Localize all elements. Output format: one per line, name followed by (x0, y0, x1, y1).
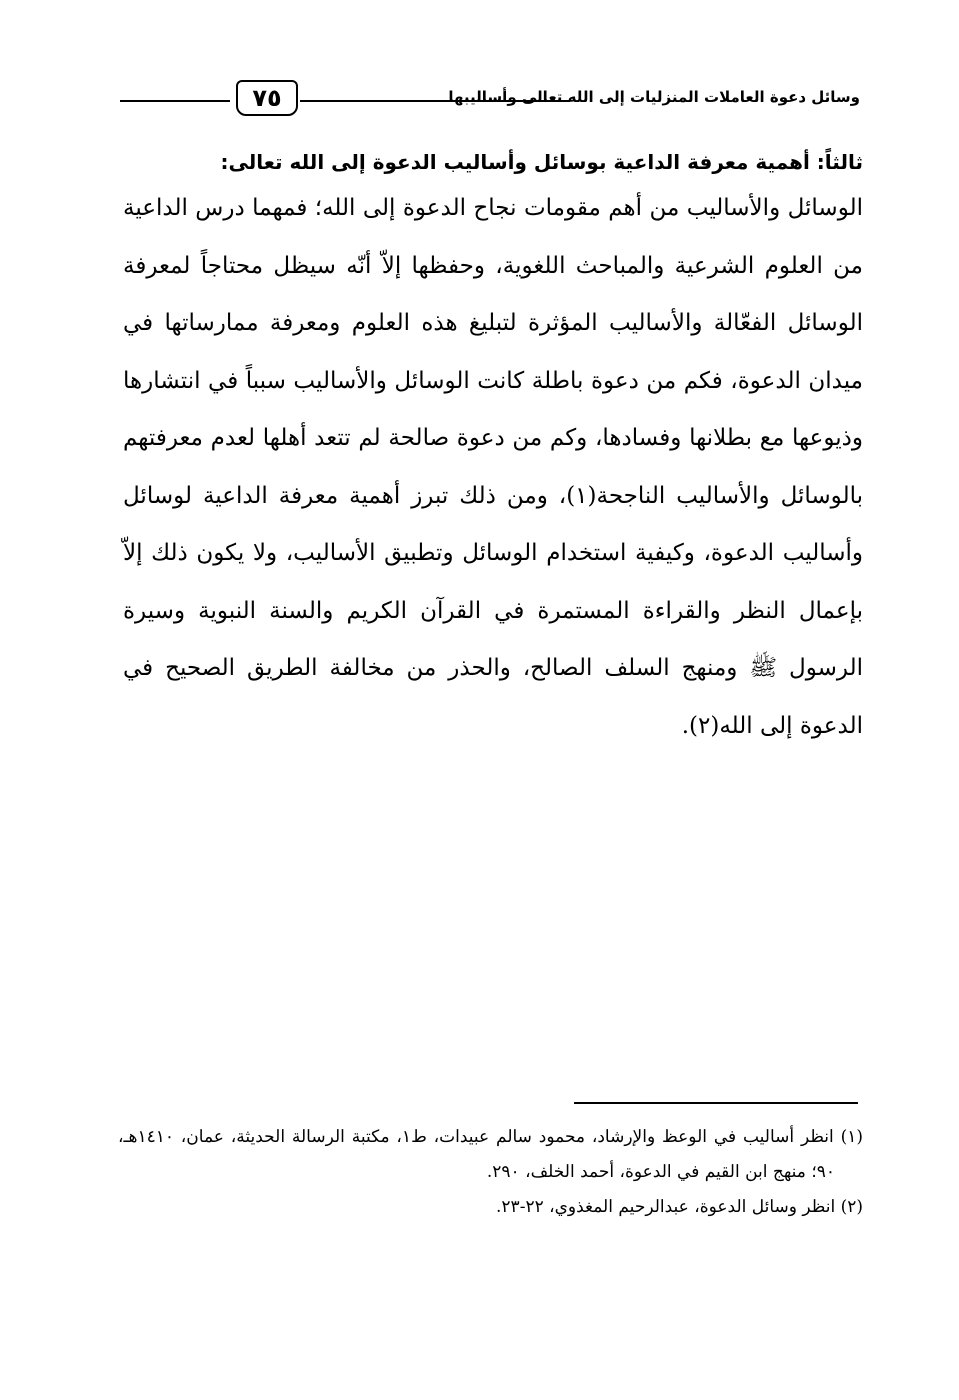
body-paragraph: الوسائل والأساليب من أهم مقومات نجاح الدعوة إلى الله؛ فمهما درس الداعية من العلوم الشرعية والمباحث اللغوية، وحفظها إلاّ أنّه سيظل محتاجاً لمعرفة الوسائل الفعّالة والأساليب المؤثرة لتبليغ هذه العلوم ومعرفة ممارساتها في ميدان الدعوة، فكم من دعوة باطلة كانت الوسائل والأساليب سبباً في انتشارها وذيوعها مع بطلانها وفسادها، وكم من دعوة صالحة لم تتعد أهلها لعدم معرفتهم بالوسائل والأساليب الناجحة(١)، ومن ذلك تبرز أهمية معرفة الداعية لوسائل وأساليب الدعوة، وكيفية استخدام الوسائل وتطبيق الأساليب، ولا يكون ذلك إلاّ بإعمال النظر والقراءة المستمرة في القرآن الكريم والسنة النبوية وسيرة الرسول ﷺ ومنهج السلف الصالح، والحذر من مخالفة الطريق الصحيح في الدعوة إلى الله(٢). (123, 195, 863, 739)
page-header (120, 78, 860, 122)
running-title: وسائل دعوة العاملات المنزليات إلى الله تعالى وأساليبها (448, 88, 860, 106)
section-heading: ثالثاً: أهمية معرفة الداعية بوسائل وأساليب الدعوة إلى الله تعالى: (220, 150, 863, 174)
footnotes (118, 1120, 863, 1225)
footnote-separator (574, 1102, 858, 1104)
footnote-2: (٢) انظر وسائل الدعوة، عبدالرحيم المغذوي، ٢٢-٢٣. (496, 1197, 863, 1217)
header-rule-left (120, 100, 230, 102)
page-number: ٧٥ (252, 84, 282, 112)
page-number-badge (236, 80, 298, 116)
footnote-1: (١) انظر أساليب في الوعظ والإرشاد، محمود سالم عبيدات، ط١، مكتبة الرسالة الحديثة، عمان، ١٤١٠هـ، ٩٠؛ منهج ابن القيم في الدعوة، أحمد الخلف، ٢٩٠. (118, 1127, 863, 1182)
